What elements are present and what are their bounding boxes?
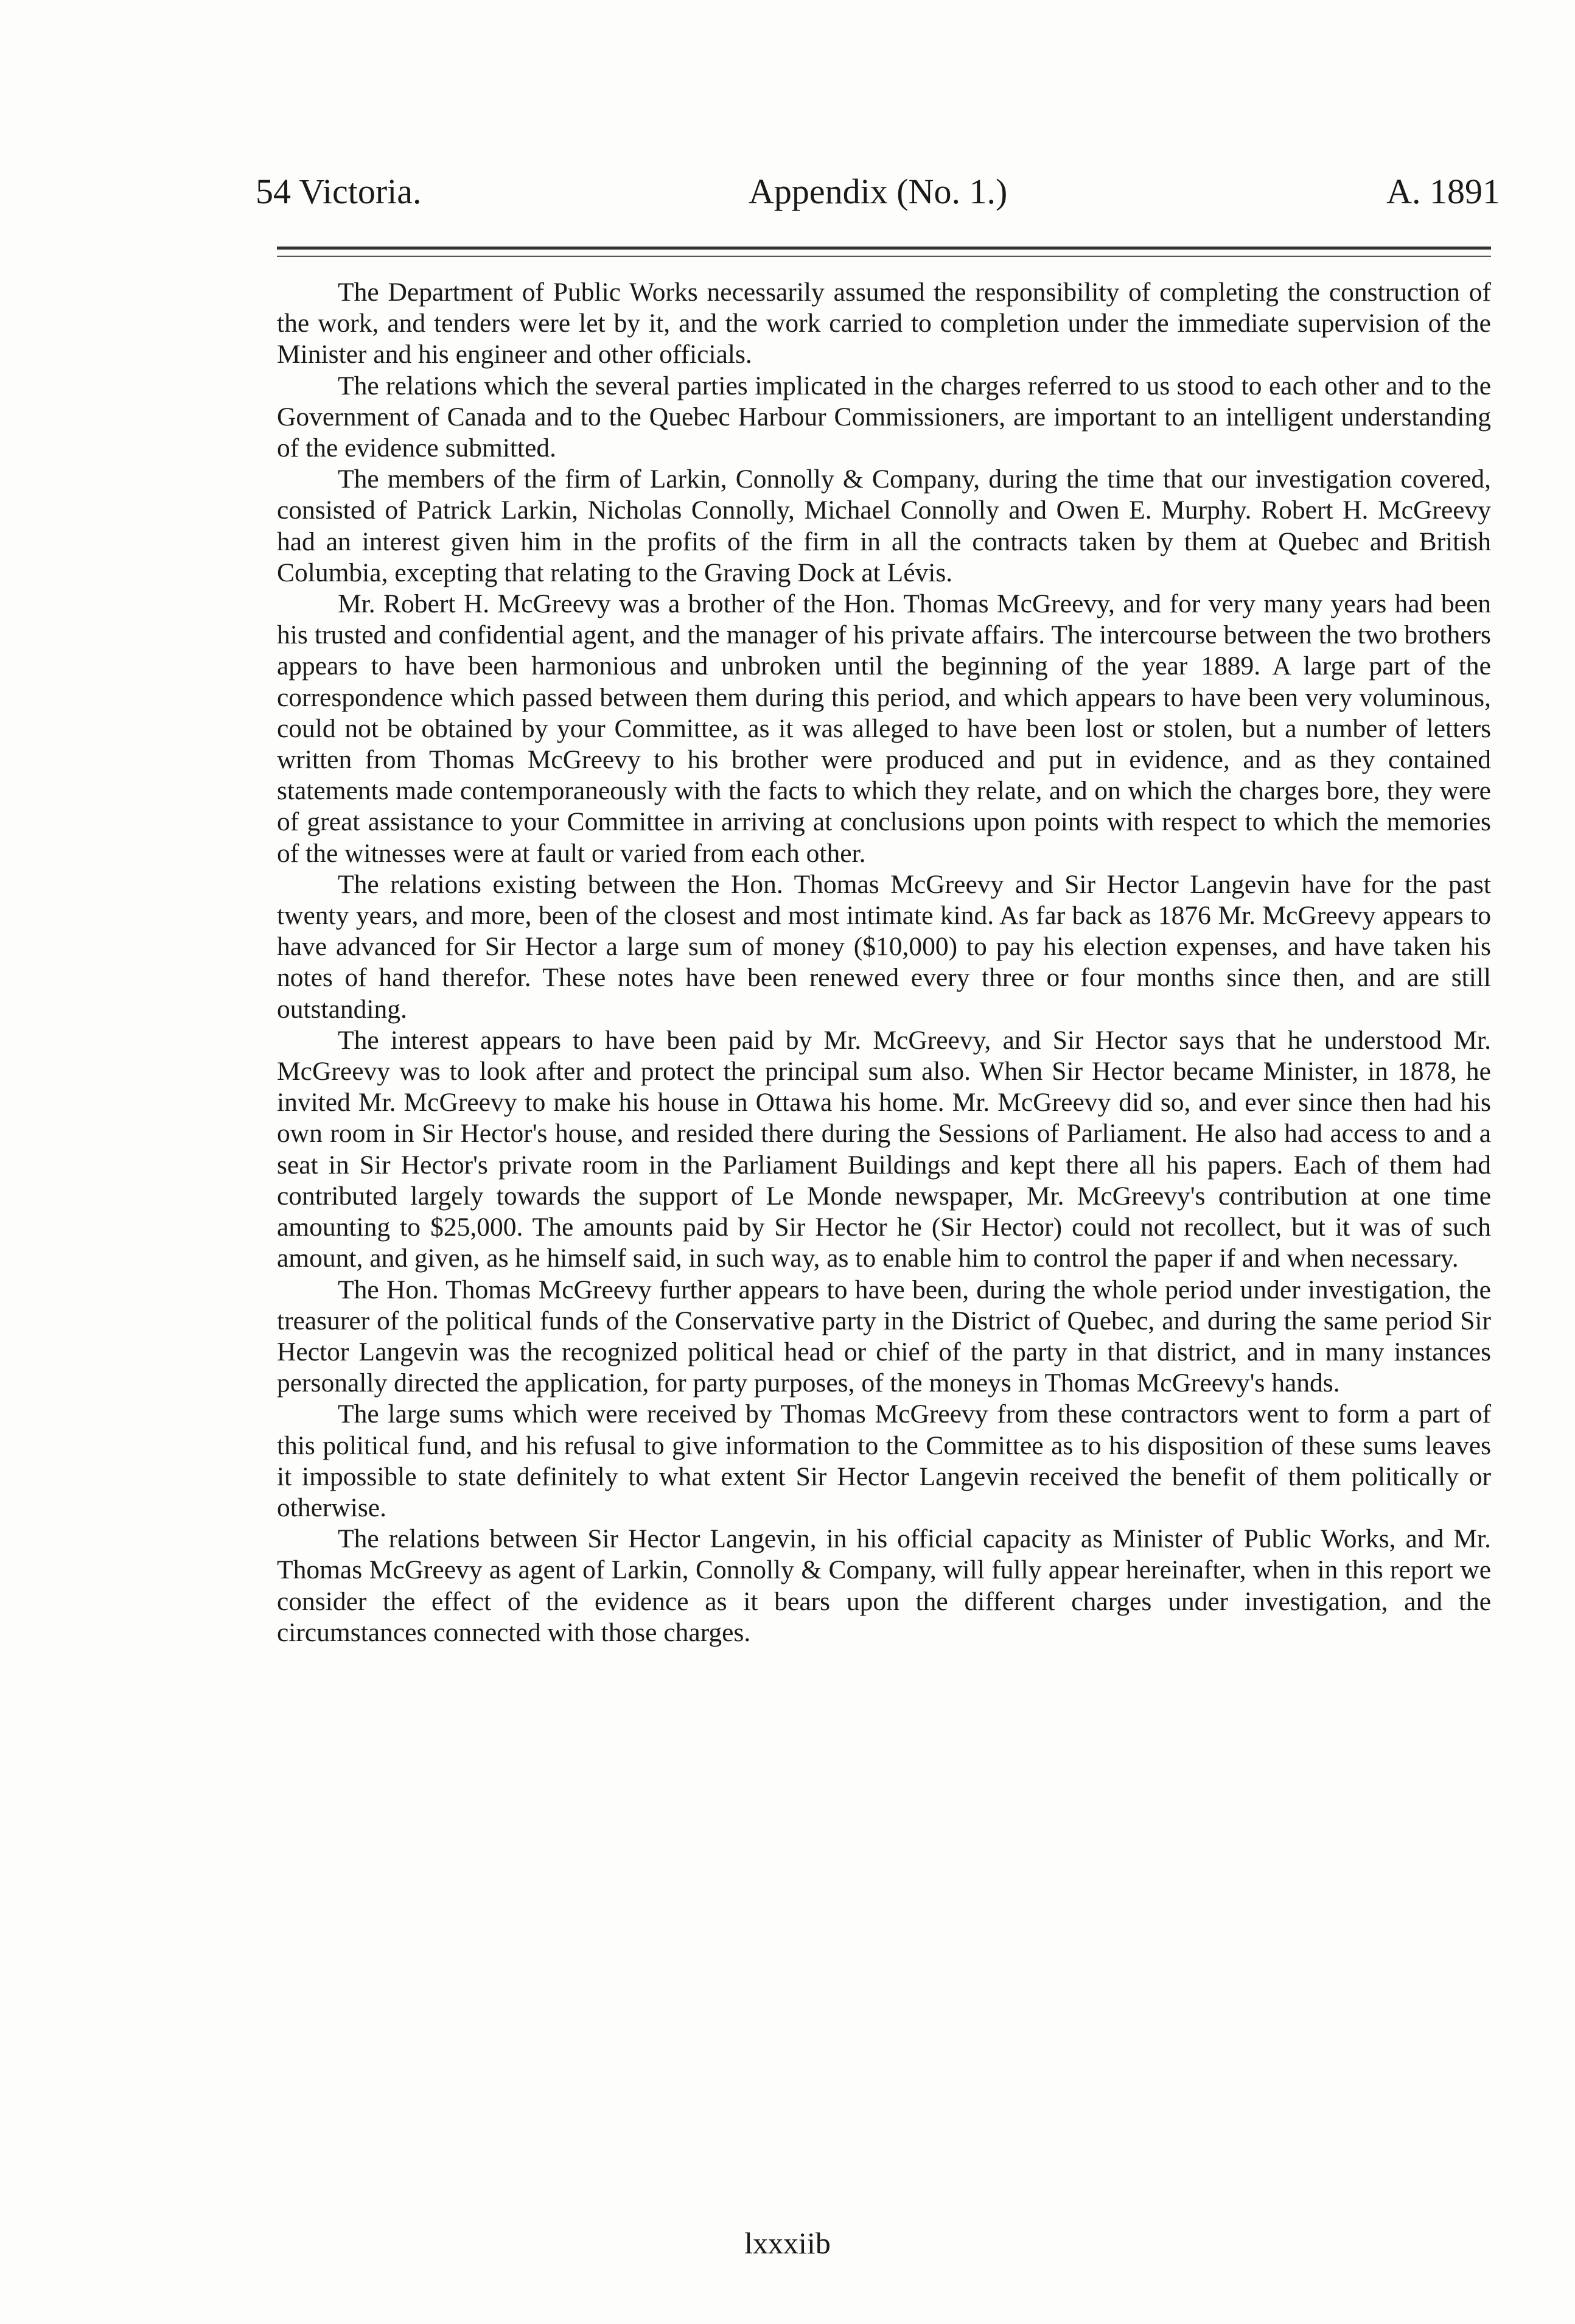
- paragraph: Mr. Robert H. McGreevy was a brother of the Hon. Thomas McGreevy, and for very many years had been his trusted and confidential agent, and the manager of his private affairs. The intercourse between the two brothers appears to have been harmonious and unbroken until the beginning of the year 1889. A large part of the correspondence which passed between them during this period, and which appears to have been very voluminous, could not be obtained by your Committee, as it was alleged to have been lost or stolen, but a number of letters written from Thomas McGreevy to his brother were produced and put in evidence, and as they contained statements made contemporaneously with the facts to which they relate, and on which the charges bore, they were of great assistance to your Committee in arriving at conclusions upon points with respect to which the memories of the witnesses were at fault or varied from each other.: [277, 589, 1491, 868]
- header-rule-thick: [277, 247, 1491, 250]
- paragraph: The Hon. Thomas McGreevy further appears to have been, during the whole period under investigation, the treasurer of the political funds of the Conservative party in the District of Quebec, and during the same period Sir Hector Langevin was the recognized political head or chief of the party in that district, and in many instances personally directed the application, for party purposes, of the moneys in Thomas McGreevy's hands.: [277, 1275, 1491, 1398]
- paragraph: The relations which the several parties implicated in the charges referred to us stood to each other and to the Government of Canada and to the Quebec Harbour Commissioners, are important to an intelligent understanding of the evidence submitted.: [277, 371, 1491, 463]
- paragraph: The relations existing between the Hon. Thomas McGreevy and Sir Hector Langevin have for the past twenty years, and more, been of the closest and most intimate kind. As far back as 1876 Mr. McGreevy appears to have advanced for Sir Hector a large sum of money ($10,000) to pay his election expenses, and have taken his notes of hand therefor. These notes have been renewed every three or four months since then, and are still outstanding.: [277, 869, 1491, 1024]
- paragraph: The members of the firm of Larkin, Connolly & Company, during the time that our investigation covered, consisted of Patrick Larkin, Nicholas Connolly, Michael Connolly and Owen E. Murphy. Robert H. McGreevy had an interest given him in the profits of the firm in all the contracts taken by them at Quebec and British Columbia, excepting that relating to the Graving Dock at Lévis.: [277, 464, 1491, 587]
- body-text: [277, 277, 1491, 1648]
- paragraph: The large sums which were received by Thomas McGreevy from these contractors went to form a part of this political fund, and his refusal to give information to the Committee as to his disposition of these sums leaves it impossible to state definitely to what extent Sir Hector Langevin received the benefit of them politically or otherwise.: [277, 1399, 1491, 1522]
- paragraph: The interest appears to have been paid by Mr. McGreevy, and Sir Hector says that he understood Mr. McGreevy was to look after and protect the principal sum also. When Sir Hector became Minister, in 1878, he invited Mr. McGreevy to make his house in Ottawa his home. Mr. McGreevy did so, and ever since then had his own room in Sir Hector's house, and resided there during the Sessions of Parliament. He also had access to and a seat in Sir Hector's private room in the Parliament Buildings and kept there all his papers. Each of them had contributed largely towards the support of Le Monde newspaper, Mr. McGreevy's contribution at one time amounting to $25,000. The amounts paid by Sir Hector he (Sir Hector) could not recollect, but it was of such amount, and given, as he himself said, in such way, as to enable him to control the paper if and when necessary.: [277, 1025, 1491, 1273]
- header-session: 54 Victoria.: [256, 172, 422, 211]
- page-number: lxxxiib: [744, 2226, 831, 2260]
- paragraph: The Department of Public Works necessarily assumed the responsibility of completing the construction of the work, and tenders were let by it, and the work carried to completion under the immediate supervision of the Minister and his engineer and other officials.: [277, 278, 1491, 369]
- paragraph: The relations between Sir Hector Langevin, in his official capacity as Minister of Public Works, and Mr. Thomas McGreevy as agent of Larkin, Connolly & Company, will fully appear hereinafter, when in this report we consider the effect of the evidence as it bears upon the different charges under investigation, and the circumstances connected with those charges.: [277, 1524, 1491, 1647]
- running-header: [256, 164, 1500, 219]
- header-appendix: Appendix (No. 1.): [749, 172, 1008, 211]
- header-year: A. 1891: [1386, 172, 1500, 211]
- header-rule-thin: [277, 256, 1491, 257]
